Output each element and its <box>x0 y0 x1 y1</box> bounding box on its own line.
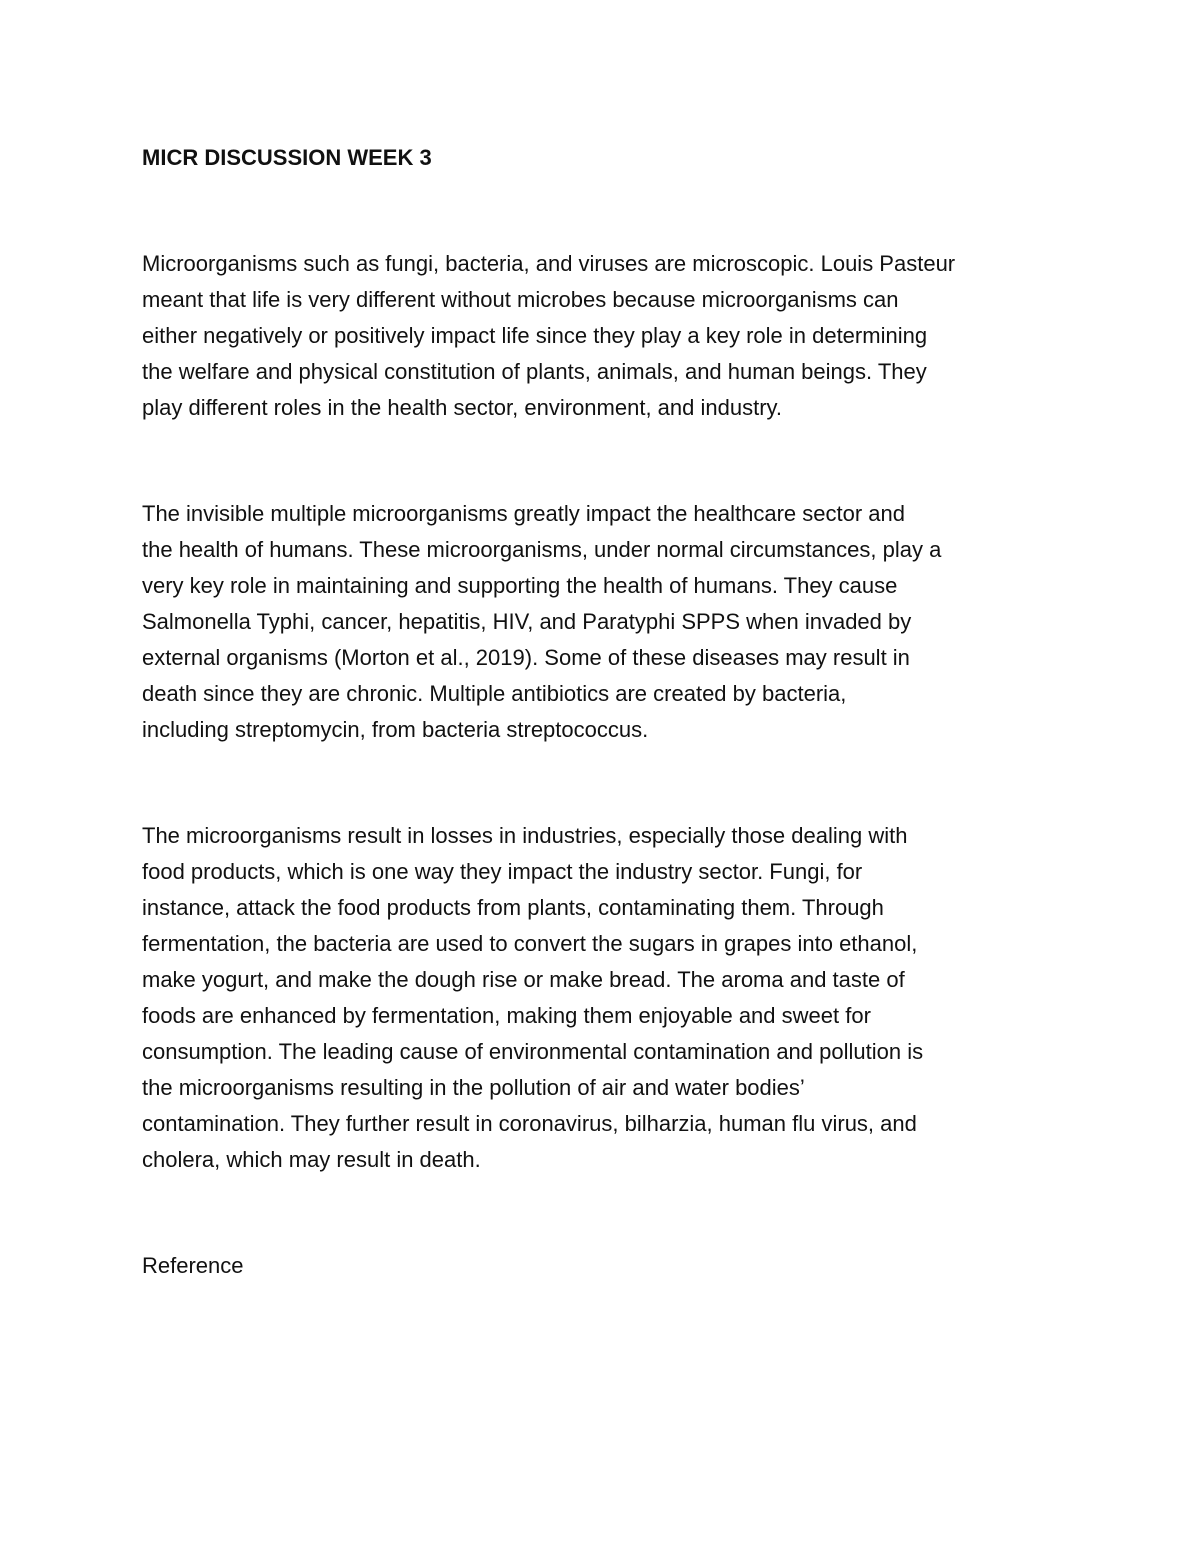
text-line: Salmonella Typhi, cancer, hepatitis, HIV, and Paratyphi SPPS when invaded by <box>142 609 912 634</box>
text-line: foods are enhanced by fermentation, making them enjoyable and sweet for <box>142 1003 871 1028</box>
text-line: the health of humans. These microorganisms, under normal circumstances, play a <box>142 537 942 562</box>
text-line: consumption. The leading cause of environmental contamination and pollution is <box>142 1039 924 1064</box>
text-line: external organisms (Morton et al., 2019). Some of these diseases may result in <box>142 645 910 670</box>
document-page <box>142 140 1062 1284</box>
text-line: instance, attack the food products from plants, contaminating them. Through <box>142 895 884 920</box>
text-line: death since they are chronic. Multiple antibiotics are created by bacteria, <box>142 681 847 706</box>
text-line: contamination. They further result in coronavirus, bilharzia, human flu virus, and <box>142 1111 917 1136</box>
text-line: play different roles in the health sector, environment, and industry. <box>142 395 782 420</box>
text-line: very key role in maintaining and supporting the health of humans. They cause <box>142 573 898 598</box>
paragraph-1 <box>142 246 1062 426</box>
text-line: meant that life is very different without microbes because microorganisms can <box>142 287 899 312</box>
reference-heading: Reference <box>142 1253 244 1278</box>
text-line: either negatively or positively impact life since they play a key role in determining <box>142 323 928 348</box>
text-line: Microorganisms such as fungi, bacteria, and viruses are microscopic. Louis Pasteur <box>142 251 956 276</box>
paragraph-3 <box>142 818 1062 1178</box>
text-line: The microorganisms result in losses in industries, especially those dealing with <box>142 823 908 848</box>
text-line: food products, which is one way they impact the industry sector. Fungi, for <box>142 859 863 884</box>
text-line: cholera, which may result in death. <box>142 1147 481 1172</box>
paragraph-2 <box>142 496 1062 748</box>
text-line: including streptomycin, from bacteria streptococcus. <box>142 717 649 742</box>
document-title: MICR DISCUSSION WEEK 3 <box>142 145 432 170</box>
text-line: fermentation, the bacteria are used to convert the sugars in grapes into ethanol, <box>142 931 918 956</box>
text-line: the welfare and physical constitution of plants, animals, and human beings. They <box>142 359 927 384</box>
text-line: the microorganisms resulting in the pollution of air and water bodies’ <box>142 1075 805 1100</box>
text-line: The invisible multiple microorganisms greatly impact the healthcare sector and <box>142 501 906 526</box>
text-line: make yogurt, and make the dough rise or make bread. The aroma and taste of <box>142 967 905 992</box>
